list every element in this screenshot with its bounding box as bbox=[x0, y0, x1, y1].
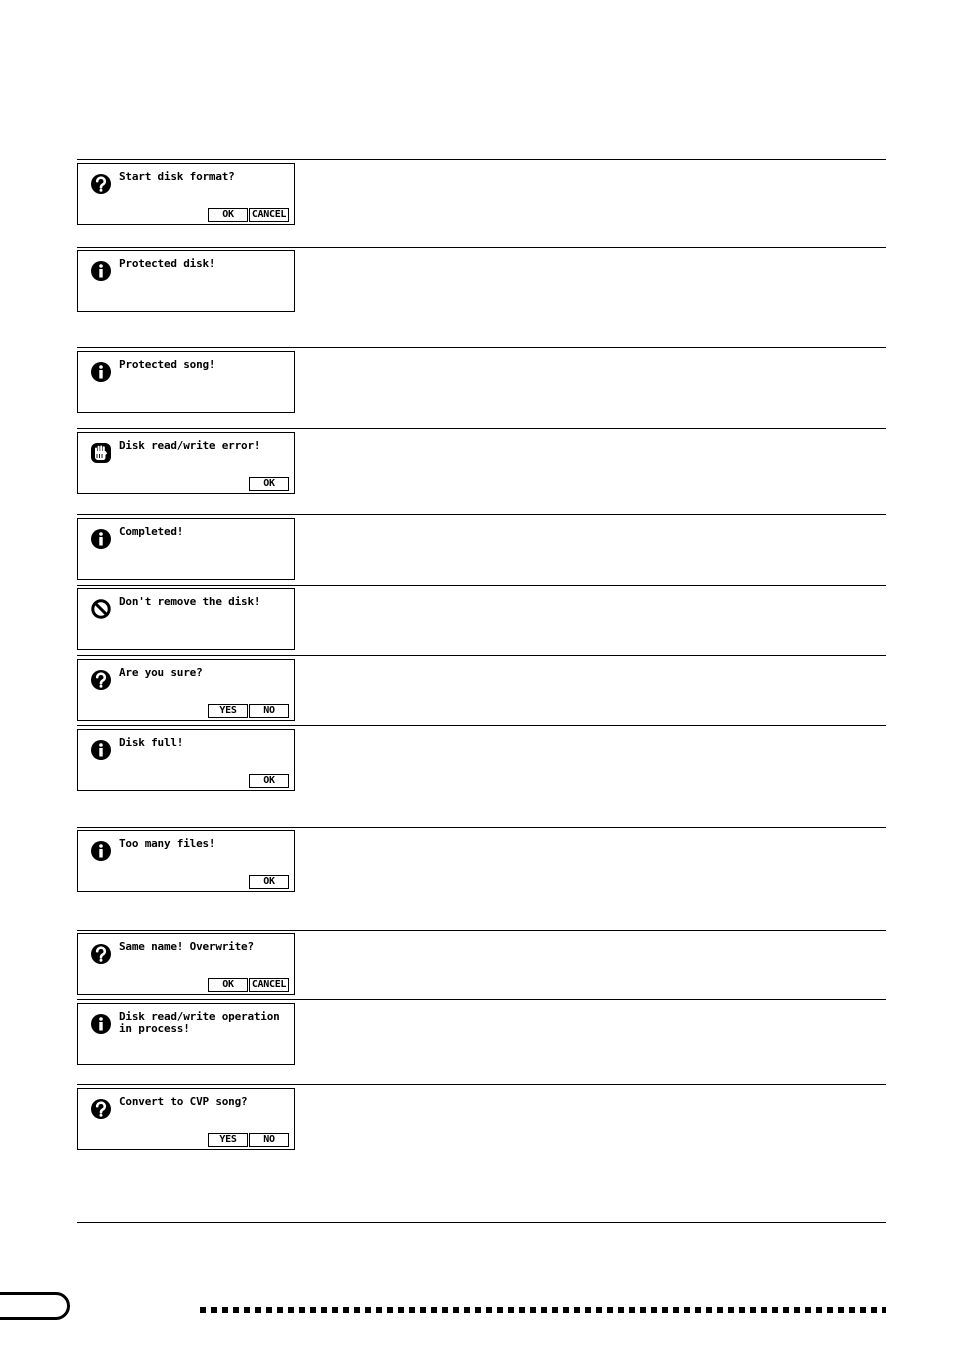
dialog-message: Start disk format? bbox=[119, 170, 235, 183]
question-icon bbox=[90, 669, 112, 691]
dialog-completed bbox=[77, 518, 295, 580]
dialog-buttons bbox=[249, 477, 289, 491]
page-number-tab bbox=[0, 1292, 70, 1320]
separator-rule bbox=[77, 1084, 886, 1085]
dialog-message: Disk read/write error! bbox=[119, 439, 261, 452]
ok-button[interactable]: OK bbox=[208, 978, 248, 992]
separator-rule bbox=[77, 1222, 886, 1223]
separator-rule bbox=[77, 930, 886, 931]
separator-rule bbox=[77, 585, 886, 586]
no-button[interactable]: NO bbox=[249, 704, 289, 718]
dialog-buttons bbox=[208, 208, 289, 222]
ok-button[interactable]: OK bbox=[249, 875, 289, 889]
dialog-message: Same name! Overwrite? bbox=[119, 940, 254, 953]
dotted-footer-line bbox=[200, 1307, 886, 1313]
separator-rule bbox=[77, 725, 886, 726]
dialog-message: Convert to CVP song? bbox=[119, 1095, 248, 1108]
dialog-message: Disk read/write operation in process! bbox=[119, 1010, 280, 1035]
info-icon bbox=[90, 1013, 112, 1035]
separator-rule bbox=[77, 514, 886, 515]
separator-rule bbox=[77, 247, 886, 248]
question-icon bbox=[90, 173, 112, 195]
dialog-dont-remove-disk bbox=[77, 588, 295, 650]
separator-rule bbox=[77, 655, 886, 656]
dialog-message: Disk full! bbox=[119, 736, 184, 749]
info-icon bbox=[90, 361, 112, 383]
no-button[interactable]: NO bbox=[249, 1133, 289, 1147]
separator-rule bbox=[77, 999, 886, 1000]
dialog-buttons bbox=[208, 704, 289, 718]
ok-button[interactable]: OK bbox=[249, 477, 289, 491]
info-icon bbox=[90, 528, 112, 550]
info-icon bbox=[90, 739, 112, 761]
yes-button[interactable]: YES bbox=[208, 1133, 248, 1147]
separator-rule bbox=[77, 428, 886, 429]
dialog-message: Completed! bbox=[119, 525, 184, 538]
dialog-message: Protected disk! bbox=[119, 257, 216, 270]
info-icon bbox=[90, 260, 112, 282]
dialog-convert-to-cvp-song bbox=[77, 1088, 295, 1150]
yes-button[interactable]: YES bbox=[208, 704, 248, 718]
cancel-button[interactable]: CANCEL bbox=[249, 978, 289, 992]
prohibited-icon bbox=[90, 598, 112, 620]
ok-button[interactable]: OK bbox=[249, 774, 289, 788]
dialog-buttons bbox=[208, 1133, 289, 1147]
cancel-button[interactable]: CANCEL bbox=[249, 208, 289, 222]
question-icon bbox=[90, 1098, 112, 1120]
stop-hand-icon bbox=[90, 442, 112, 464]
dialog-protected-disk bbox=[77, 250, 295, 312]
dialog-disk-operation-in-process bbox=[77, 1003, 295, 1065]
dialog-buttons bbox=[208, 978, 289, 992]
ok-button[interactable]: OK bbox=[208, 208, 248, 222]
dialog-start-disk-format bbox=[77, 163, 295, 225]
dialog-buttons bbox=[249, 875, 289, 889]
dialog-too-many-files bbox=[77, 830, 295, 892]
separator-rule bbox=[77, 159, 886, 160]
dialog-message: Protected song! bbox=[119, 358, 216, 371]
separator-rule bbox=[77, 347, 886, 348]
info-icon bbox=[90, 840, 112, 862]
dialog-buttons bbox=[249, 774, 289, 788]
dialog-message: Are you sure? bbox=[119, 666, 203, 679]
dialog-disk-read-write-error bbox=[77, 432, 295, 494]
dialog-disk-full bbox=[77, 729, 295, 791]
dialog-message: Don't remove the disk! bbox=[119, 595, 261, 608]
dialog-protected-song bbox=[77, 351, 295, 413]
dialog-message: Too many files! bbox=[119, 837, 216, 850]
dialog-are-you-sure bbox=[77, 659, 295, 721]
separator-rule bbox=[77, 827, 886, 828]
dialog-same-name-overwrite bbox=[77, 933, 295, 995]
question-icon bbox=[90, 943, 112, 965]
